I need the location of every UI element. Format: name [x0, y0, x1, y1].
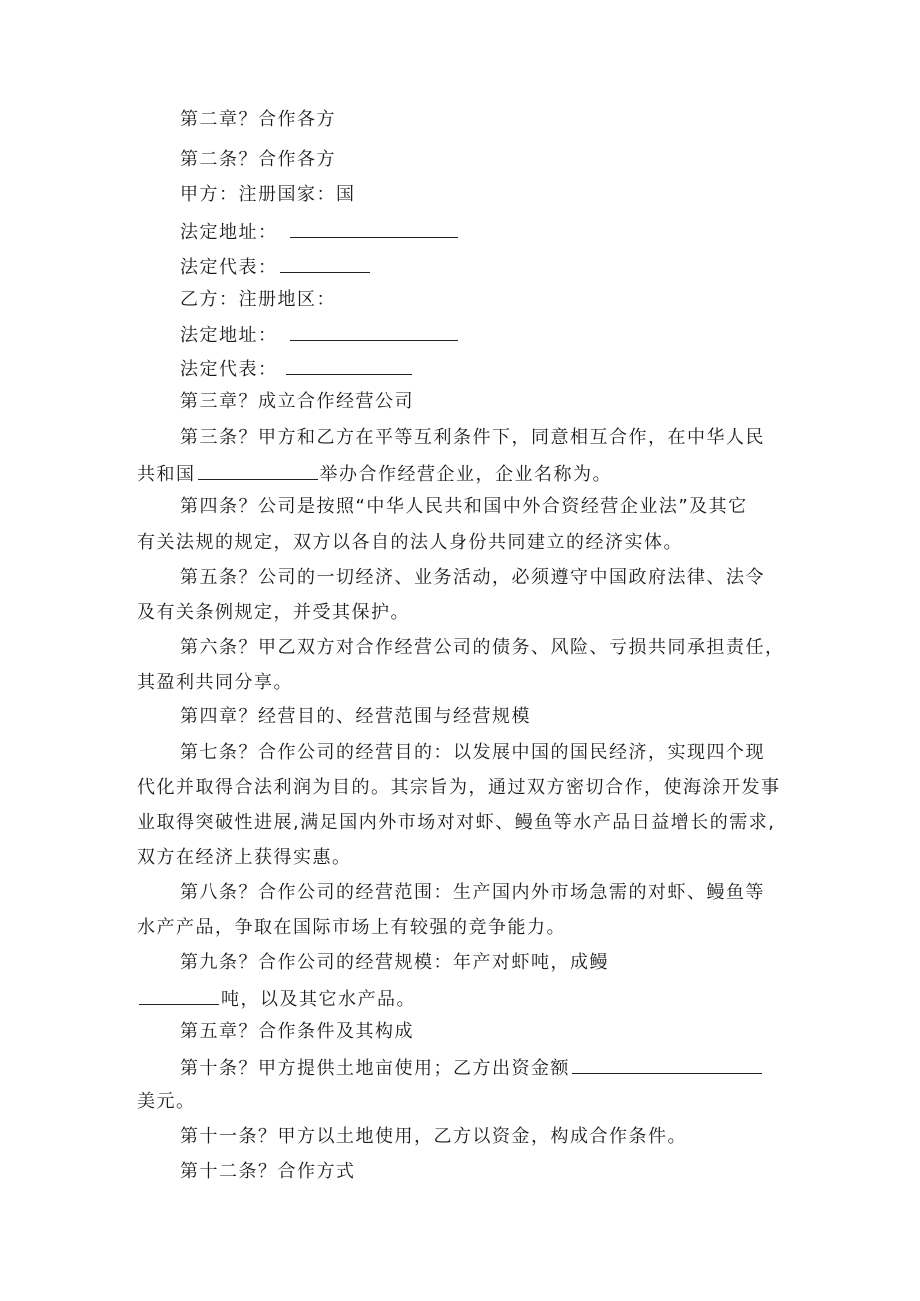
party-a-address-blank [290, 219, 458, 238]
article-8-line1: 第八条？合作公司的经营范围：生产国内外市场急需的对虾、鳗鱼等 [180, 882, 765, 903]
article-5-line1: 第五条？公司的一切经济、业务活动，必须遵守中国政府法律、法令 [180, 567, 765, 588]
party-b-rep-blank [286, 356, 412, 375]
chapter-2-heading: 第二章？合作各方 [180, 109, 336, 130]
party-a-address-label: 法定地址： [180, 222, 278, 243]
article-7-line3: 业取得突破性进展,满足国内外市场对对虾、鳗鱼等水产品日益增长的需求, [137, 812, 776, 833]
article-10-line2: 美元。 [137, 1091, 196, 1112]
party-b-address-line [180, 322, 460, 348]
article-9-blank [139, 986, 219, 1005]
party-a-rep-line [180, 254, 372, 280]
chapter-3-heading: 第三章？成立合作经营公司 [180, 391, 414, 412]
chapter-4-heading: 第四章？经营目的、经营范围与经营规模 [180, 706, 531, 727]
article-3-line1: 第三条？甲方和乙方在平等互利条件下，同意相互合作，在中华人民 [180, 427, 765, 448]
article-7-line1: 第七条？合作公司的经营目的：以发展中国的国民经济，实现四个现 [180, 742, 765, 763]
article-9-tons-text: 吨，以及其它水产品。 [221, 989, 416, 1010]
article-9-line1: 第九条？合作公司的经营规模：年产对虾吨，成鳗 [180, 952, 609, 973]
article-7-line2: 代化并取得合法利润为目的。其宗旨为，通过双方密切合作，使海涂开发事 [137, 777, 781, 798]
article-2-heading: 第二条？合作各方 [180, 149, 336, 170]
article-11-line: 第十一条？甲方以土地使用，乙方以资金，构成合作条件。 [180, 1126, 687, 1147]
party-a-rep-label: 法定代表： [180, 257, 278, 278]
article-8-line2: 水产产品，争取在国际市场上有较强的竞争能力。 [137, 917, 566, 938]
party-b-address-blank [290, 322, 458, 341]
article-3-country-label: 共和国 [137, 464, 196, 485]
article-4-line1: 第四条？公司是按照“中华人民共和国中外合资经营企业法”及其它 [180, 496, 748, 517]
article-3-line2 [137, 461, 612, 487]
article-6-line2: 其盈利共同分享。 [137, 672, 293, 693]
article-12-heading: 第十二条？合作方式 [180, 1161, 356, 1182]
party-b-address-label: 法定地址： [180, 325, 278, 346]
article-3-enterprise-text: 举办合作经营企业，企业名称为。 [319, 464, 612, 485]
article-6-line1: 第六条？甲乙双方对合作经营公司的债务、风险、亏损共同承担责任， [180, 637, 785, 658]
article-9-line2 [137, 986, 416, 1012]
article-10-line1 [180, 1055, 764, 1081]
party-a-address-line [180, 219, 460, 245]
article-10-text: 第十条？甲方提供土地亩使用；乙方出资金额 [180, 1058, 570, 1079]
article-4-line2: 有关法规的规定，双方以各自的法人身份共同建立的经济实体。 [137, 532, 683, 553]
party-a-country: 甲方：注册国家：国 [180, 184, 356, 205]
article-10-blank [572, 1055, 762, 1074]
party-b-rep-line [180, 356, 414, 382]
party-a-rep-blank [280, 254, 370, 273]
article-7-line4: 双方在经济上获得实惠。 [137, 847, 352, 868]
party-b-rep-label: 法定代表： [180, 359, 278, 380]
article-3-blank [198, 461, 318, 480]
party-b-region: 乙方：注册地区： [180, 289, 336, 310]
chapter-5-heading: 第五章？合作条件及其构成 [180, 1021, 414, 1042]
article-5-line2: 及有关条例规定，并受其保护。 [137, 602, 410, 623]
